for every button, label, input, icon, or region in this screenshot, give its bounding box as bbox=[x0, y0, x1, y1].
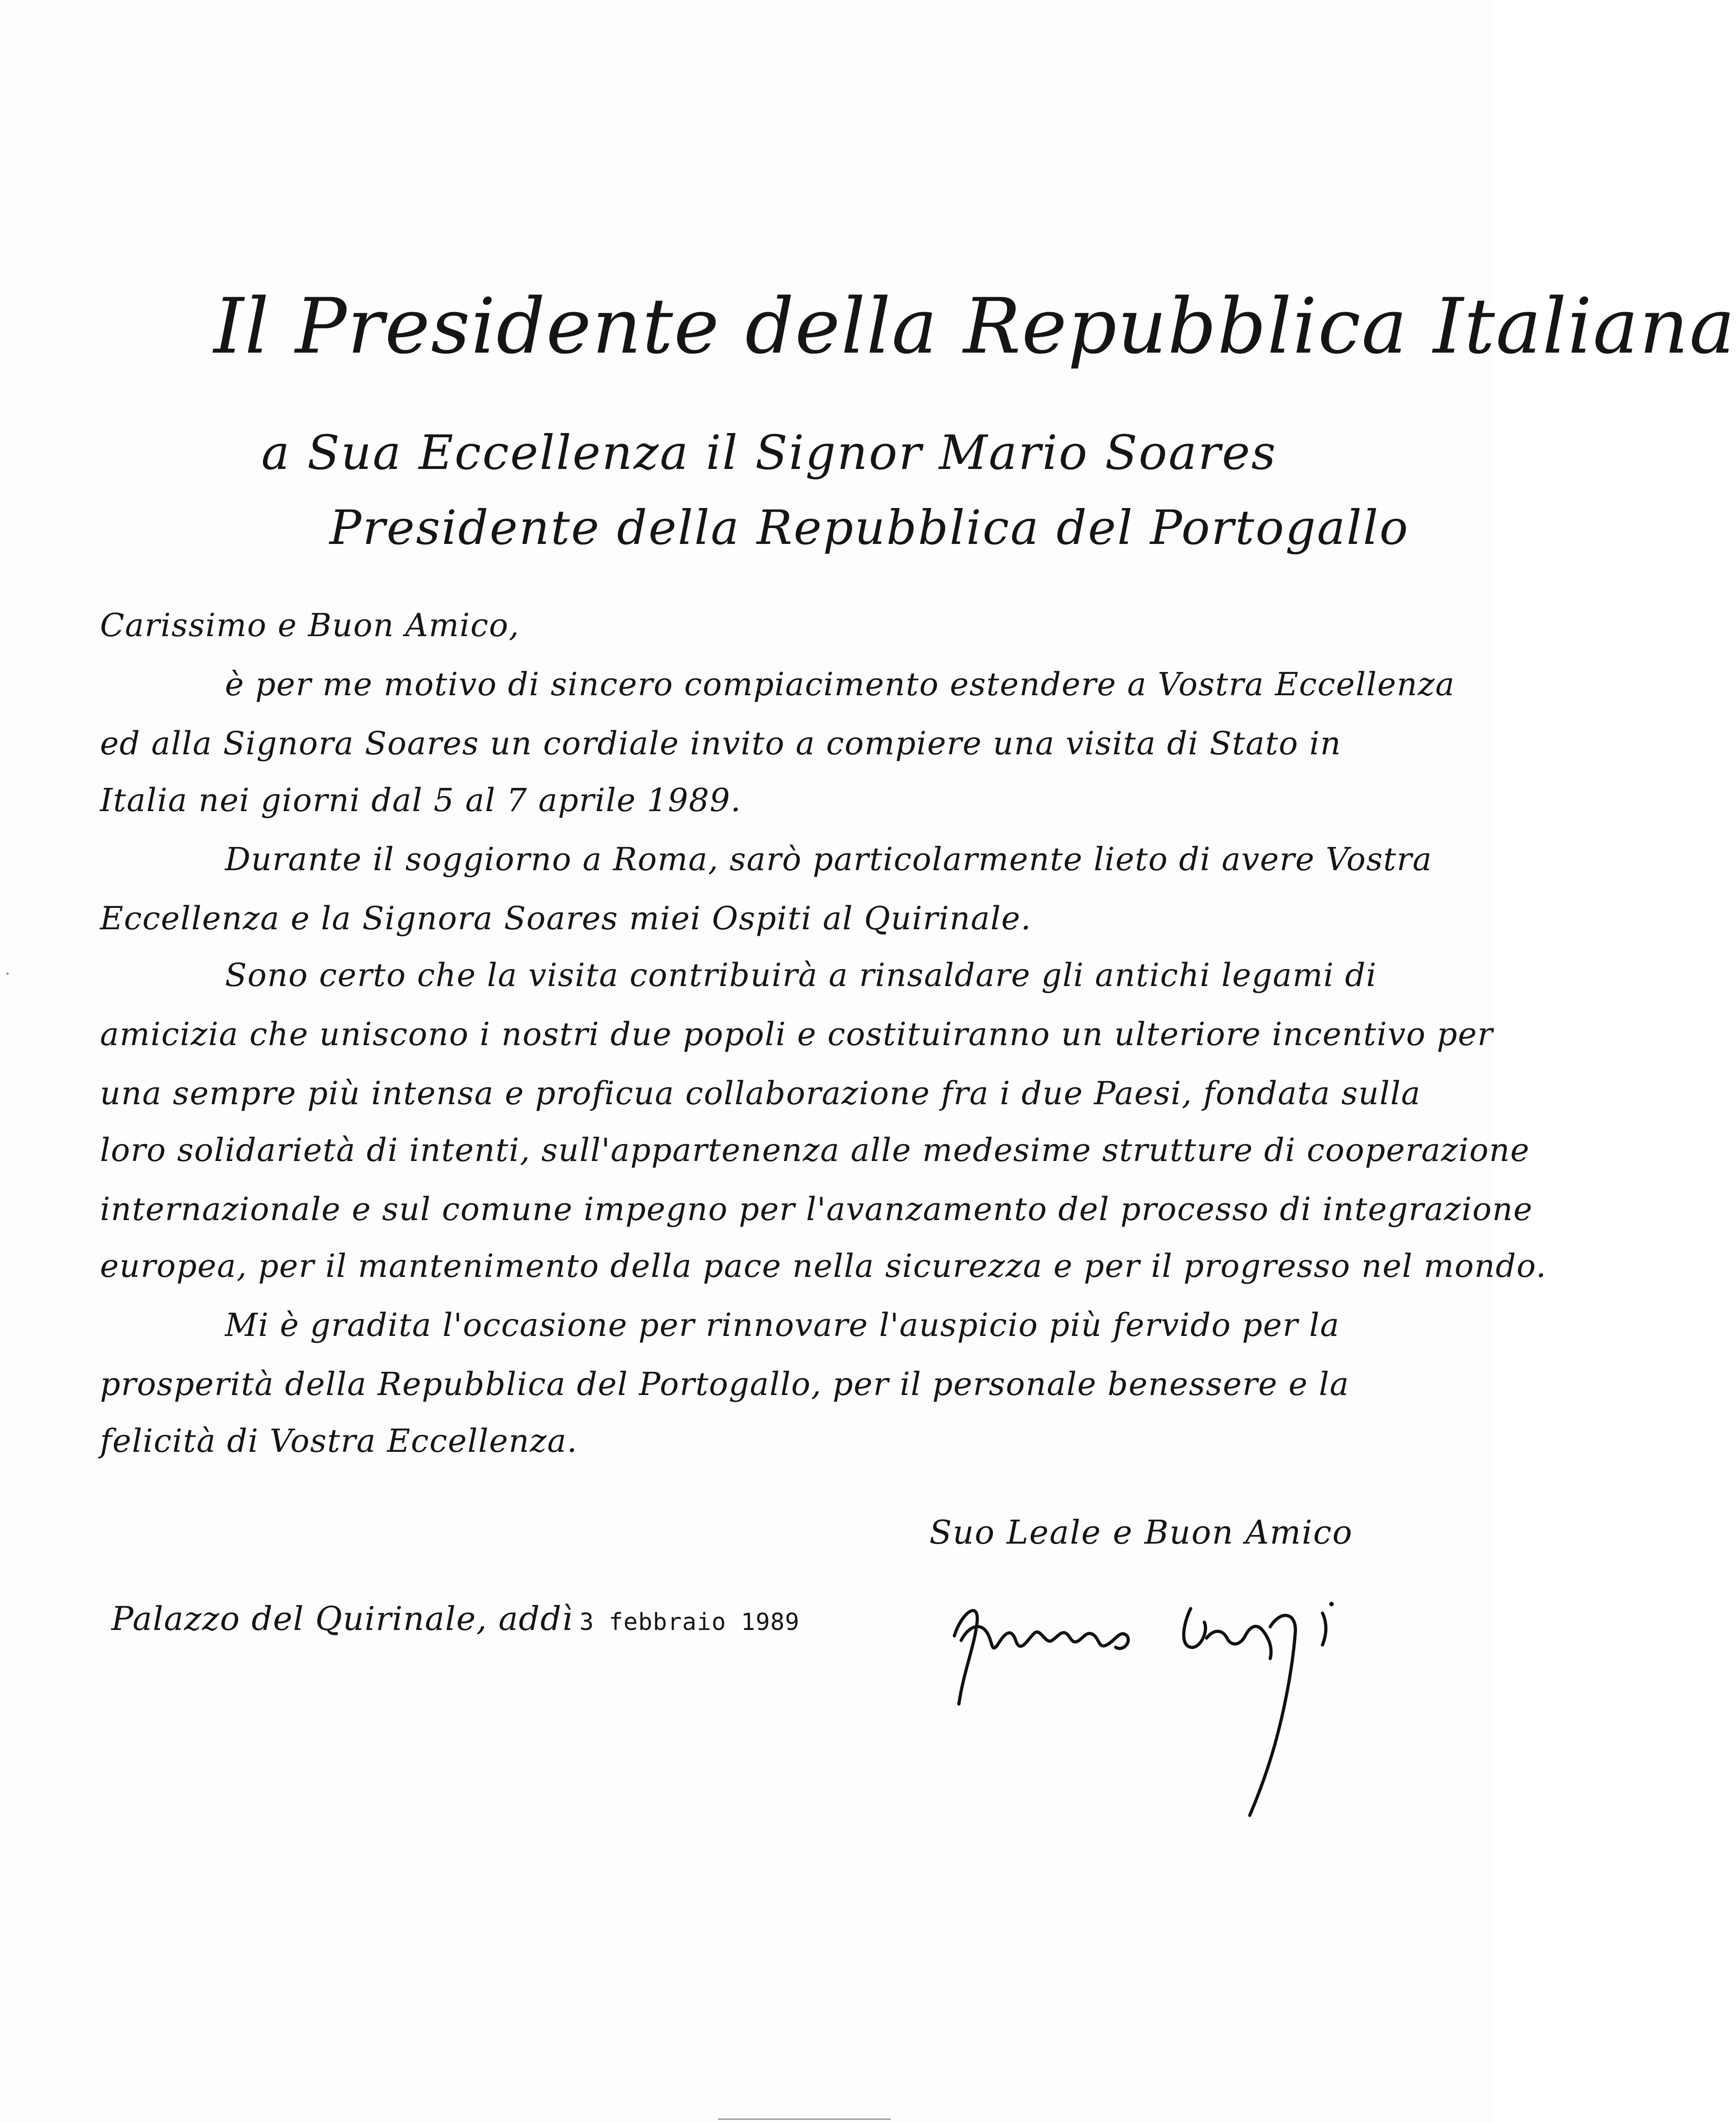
place-text: Palazzo del Quirinale, addì bbox=[111, 1600, 574, 1638]
body-line: internazionale e sul comune impegno per l'avanzamento del processo di integrazione bbox=[100, 1191, 1533, 1228]
body-line: ed alla Signora Soares un cordiale invito a compiere una visita di Stato in bbox=[100, 725, 1342, 762]
addressee-role-line: Presidente della Repubblica del Portogallo bbox=[329, 500, 1410, 555]
body-line: Eccellenza e la Signora Soares miei Ospiti al Quirinale. bbox=[100, 900, 1032, 937]
salutation: Carissimo e Buon Amico, bbox=[100, 607, 520, 644]
place-date-line bbox=[111, 1600, 800, 1638]
body-line: europea, per il mantenimento della pace nella sicurezza e per il progresso nel mondo. bbox=[100, 1247, 1547, 1285]
body-line: Durante il soggiorno a Roma, sarò particolarmente lieto di avere Vostra bbox=[225, 841, 1432, 878]
margin-mark bbox=[6, 972, 9, 975]
letterhead-title: Il Presidente della Repubblica Italiana bbox=[214, 282, 1736, 371]
body-line: una sempre più intensa e proficua collaborazione fra i due Paesi, fondata sulla bbox=[100, 1075, 1421, 1112]
handwritten-signature bbox=[936, 1554, 1372, 1818]
body-line: felicità di Vostra Eccellenza. bbox=[100, 1422, 578, 1460]
body-line: Mi è gradita l'occasione per rinnovare l'auspicio più fervido per la bbox=[225, 1306, 1340, 1344]
date-text: 3 febbraio 1989 bbox=[579, 1609, 800, 1636]
page-edge-rule bbox=[718, 2118, 891, 2120]
body-line: loro solidarietà di intenti, sull'appartenenza alle medesime strutture di cooperazione bbox=[100, 1131, 1530, 1169]
addressee-line: a Sua Eccellenza il Signor Mario Soares bbox=[261, 425, 1277, 480]
body-line: Sono certo che la visita contribuirà a rinsaldare gli antichi legami di bbox=[225, 957, 1377, 994]
body-line: prosperità della Repubblica del Portogallo, per il personale benessere e la bbox=[100, 1365, 1350, 1403]
body-line: Italia nei giorni dal 5 al 7 aprile 1989. bbox=[100, 782, 742, 819]
body-line: amicizia che uniscono i nostri due popoli e costituiranno un ulteriore incentivo per bbox=[100, 1016, 1493, 1053]
body-line: è per me motivo di sincero compiacimento estendere a Vostra Eccellenza bbox=[225, 666, 1455, 703]
closing-line: Suo Leale e Buon Amico bbox=[929, 1513, 1353, 1551]
